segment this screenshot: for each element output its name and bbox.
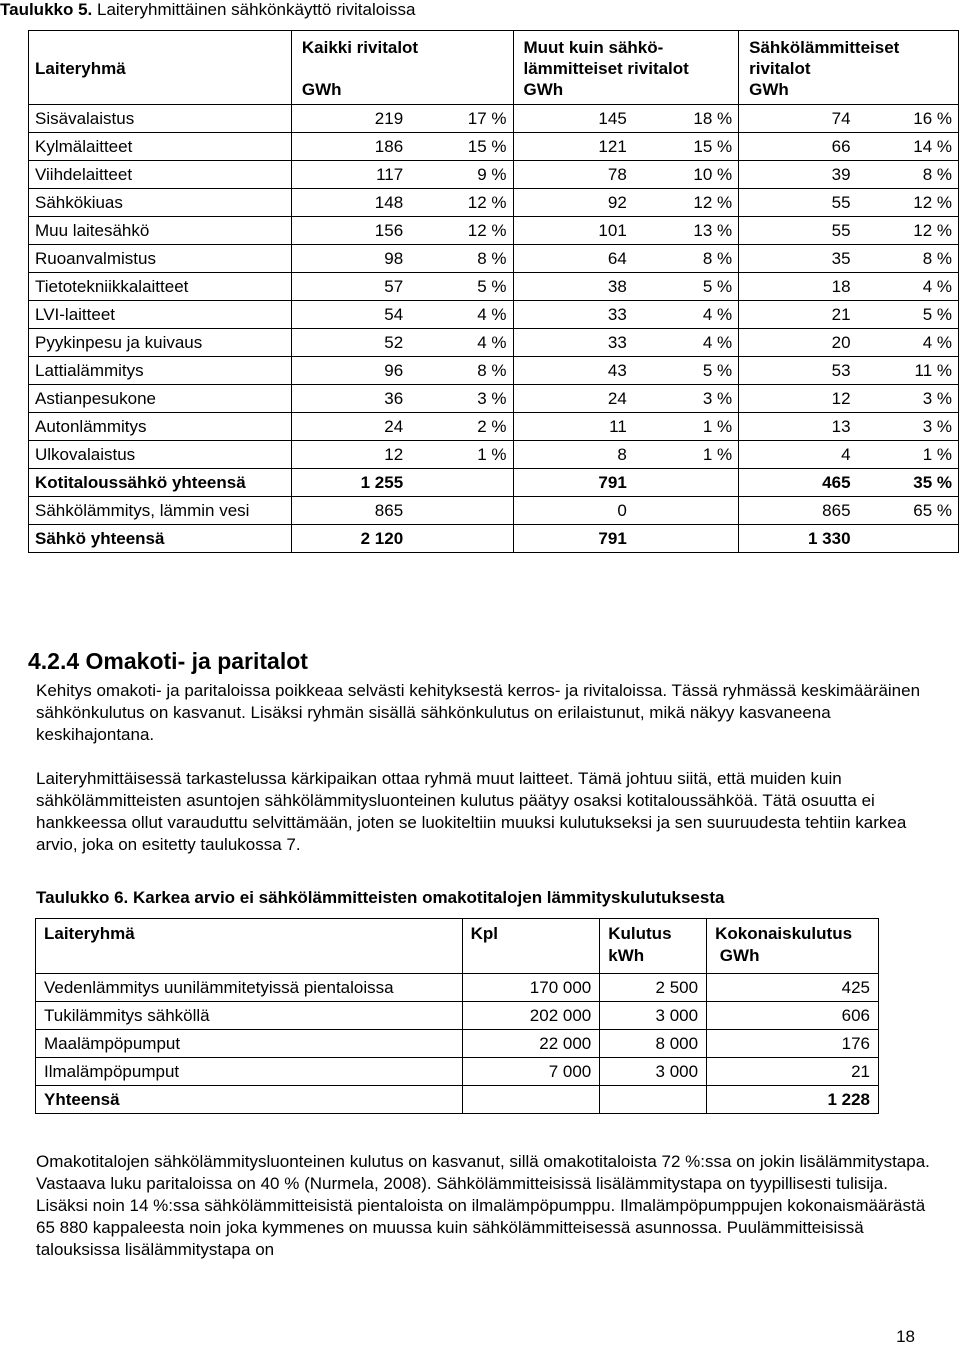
table5-header-row: [29, 31, 959, 105]
table5-row: [29, 301, 959, 329]
table5-cell-other: 8: [513, 441, 633, 469]
table5-cell-elec: 465: [739, 469, 857, 497]
table6-caption-label: Taulukko 6.: [36, 888, 129, 907]
table5-cell-name: Ulkovalaistus: [29, 441, 292, 469]
table5-row: [29, 357, 959, 385]
table5-cell-name: Astianpesukone: [29, 385, 292, 413]
table5-cell-all-pct: [409, 497, 513, 525]
table5-cell-elec-pct: 14 %: [857, 133, 959, 161]
table5-cell-all-pct: [409, 469, 513, 497]
table5-cell-other: 38: [513, 273, 633, 301]
table5-cell-elec: 12: [739, 385, 857, 413]
table5-cell-all-pct: 8 %: [409, 245, 513, 273]
table5-cell-elec-pct: 4 %: [857, 273, 959, 301]
table6-cell-gwh: 606: [707, 1002, 879, 1030]
table5-cell-all: 1 255: [291, 469, 409, 497]
table5-cell-elec-pct: 12 %: [857, 217, 959, 245]
table5-row: [29, 105, 959, 133]
table5-cell-other-pct: 5 %: [633, 357, 739, 385]
table5: [28, 30, 959, 553]
table5-cell-elec: 66: [739, 133, 857, 161]
table5-cell-other: 791: [513, 469, 633, 497]
table5-cell-all: 865: [291, 497, 409, 525]
table5-cell-all: 57: [291, 273, 409, 301]
table5-header-electric: [739, 31, 959, 105]
table6-caption-text: Karkea arvio ei sähkölämmitteisten omakotitalojen lämmityskulutuksesta: [128, 888, 725, 907]
section-paragraph-2: Laiteryhmittäisessä tarkastelussa kärkipaikan ottaa ryhmä muut laitteet. Tämä johtuu siitä, että muiden kuin sähkölämmitteisten asuntojen sähkölämmitysluonteinen kulutus päätyy osaksi kotitaloussähköä. Tätä osuutta ei hankkeessa ollut varauduttu selvittämään, joten se luokiteltiin muuksi kulutukseksi ja sen suuruudesta tehtiin karkea arvio, joka on esitetty taulukossa 7.: [36, 769, 907, 854]
table5-caption: [0, 0, 415, 20]
table6-header-total-unit: GWh: [715, 946, 760, 965]
table6-cell-count: 7 000: [462, 1058, 600, 1086]
table6-row: [36, 1086, 879, 1114]
table5-cell-other: 0: [513, 497, 633, 525]
table5-cell-all: 148: [291, 189, 409, 217]
table5-cell-all-pct: 4 %: [409, 329, 513, 357]
table5-cell-all-pct: 8 %: [409, 357, 513, 385]
table5-row: [29, 189, 959, 217]
table5-cell-other-pct: 1 %: [633, 413, 739, 441]
table6-header-count: [462, 919, 600, 974]
table6-row: [36, 1058, 879, 1086]
closing-paragraph: Omakotitalojen sähkölämmitysluonteinen kulutus on kasvanut, sillä omakotitaloista 72 %:ssa on jokin lisälämmitystapa. Vastaava luku paritaloissa on 40 % (Nurmela, 2008). Sähkölämmitteisissä lisälämmitystapa on tyypillisesti tulisija. Lisäksi noin 14 %:ssa sähkölämmitteisistä pientaloista on ilmalämpöpumppu. Ilmalämpöpumppujen kokonaismäärästä 65 880 kappaleesta noin joka kymmenes on muussa kuin sähkölämmitteisessä asunnossa. Puulämmitteisissä talouksissa lisälämmitystapa on: [36, 1152, 930, 1259]
table5-cell-other: 64: [513, 245, 633, 273]
table5-cell-other-pct: 3 %: [633, 385, 739, 413]
table5-cell-name: Sähkölämmitys, lämmin vesi: [29, 497, 292, 525]
table5-cell-name: Kotitaloussähkö yhteensä: [29, 469, 292, 497]
table6-header-group-label: Laiteryhmä: [44, 924, 135, 943]
table5-cell-name: Viihdelaitteet: [29, 161, 292, 189]
table5-cell-elec: 20: [739, 329, 857, 357]
table5-cell-elec-pct: 12 %: [857, 189, 959, 217]
table5-cell-elec-pct: 1 %: [857, 441, 959, 469]
table5-cell-other: 92: [513, 189, 633, 217]
table5-header-other: [513, 31, 739, 105]
table6-header-count-label: Kpl: [470, 924, 499, 943]
table5-cell-all-pct: 2 %: [409, 413, 513, 441]
table5-cell-all: 156: [291, 217, 409, 245]
table5-cell-name: Lattialämmitys: [29, 357, 292, 385]
table6-header-consumption: [600, 919, 707, 974]
table6-cell-name: Maalämpöpumput: [36, 1030, 463, 1058]
table5-cell-other: 121: [513, 133, 633, 161]
table5-cell-other-pct: 5 %: [633, 273, 739, 301]
table6: [35, 918, 879, 1114]
table5-row: [29, 329, 959, 357]
table5-row: [29, 525, 959, 553]
table5-cell-elec: 39: [739, 161, 857, 189]
table5-row: [29, 273, 959, 301]
table5-cell-name: Sisävalaistus: [29, 105, 292, 133]
table5-cell-all: 52: [291, 329, 409, 357]
table6-cell-count: 202 000: [462, 1002, 600, 1030]
table5-cell-elec-pct: 16 %: [857, 105, 959, 133]
table5-cell-other: 33: [513, 329, 633, 357]
table5-cell-all-pct: 12 %: [409, 217, 513, 245]
table5-cell-other-pct: 4 %: [633, 329, 739, 357]
table5-cell-elec-pct: 5 %: [857, 301, 959, 329]
table5-header-other-unit: GWh: [523, 80, 564, 99]
table5-cell-other: 24: [513, 385, 633, 413]
table5-cell-all: 36: [291, 385, 409, 413]
table5-cell-other-pct: 15 %: [633, 133, 739, 161]
table6-cell-gwh: 176: [707, 1030, 879, 1058]
table5-cell-other: 101: [513, 217, 633, 245]
table6-cell-count: 22 000: [462, 1030, 600, 1058]
section-heading: 4.2.4 Omakoti- ja paritalot: [28, 648, 308, 674]
table5-cell-other: 145: [513, 105, 633, 133]
table5-cell-other-pct: 1 %: [633, 441, 739, 469]
table5-header-group: [29, 31, 292, 105]
table5-cell-elec: 21: [739, 301, 857, 329]
table5-cell-name: Pyykinpesu ja kuivaus: [29, 329, 292, 357]
table5-cell-name: Sähkö yhteensä: [29, 525, 292, 553]
table5-header-other-label1: Muut kuin sähkö-: [523, 38, 664, 57]
table5-cell-all: 117: [291, 161, 409, 189]
table6-caption: [36, 888, 724, 908]
table6-cell-kwh: 3 000: [600, 1002, 707, 1030]
table6-header-consumption-unit: kWh: [608, 946, 645, 965]
table5-row: [29, 161, 959, 189]
table5-caption-text: Laiteryhmittäinen sähkönkäyttö rivitaloissa: [92, 0, 416, 19]
page-number: 18: [896, 1327, 915, 1346]
table5-cell-all: 186: [291, 133, 409, 161]
table5-row: [29, 385, 959, 413]
table5-cell-all-pct: 9 %: [409, 161, 513, 189]
table5-cell-other-pct: 4 %: [633, 301, 739, 329]
table5-cell-other: 11: [513, 413, 633, 441]
table5-cell-all-pct: 1 %: [409, 441, 513, 469]
table5-cell-other-pct: [633, 497, 739, 525]
table6-cell-name: Yhteensä: [36, 1086, 463, 1114]
table5-cell-name: Autonlämmitys: [29, 413, 292, 441]
table6-header-consumption-label: Kulutus: [608, 924, 672, 943]
table6-cell-kwh: 3 000: [600, 1058, 707, 1086]
table5-cell-name: Kylmälaitteet: [29, 133, 292, 161]
table5-cell-name: Sähkökiuas: [29, 189, 292, 217]
table5-cell-other: 78: [513, 161, 633, 189]
table5-cell-all-pct: [409, 525, 513, 553]
table5-cell-other-pct: [633, 469, 739, 497]
table5-cell-other-pct: 8 %: [633, 245, 739, 273]
table5-caption-label: Taulukko 5.: [0, 0, 93, 19]
table5-row: [29, 497, 959, 525]
table5-cell-elec-pct: 8 %: [857, 161, 959, 189]
table5-header-all: [291, 31, 513, 105]
table5-header-other-label2: lämmitteiset rivitalot: [523, 59, 689, 78]
table5-cell-all: 2 120: [291, 525, 409, 553]
table5-header-electric-label1: Sähkölämmitteiset: [749, 38, 900, 57]
table5-cell-name: Muu laitesähkö: [29, 217, 292, 245]
table6-cell-kwh: 2 500: [600, 974, 707, 1002]
table5-cell-other: 33: [513, 301, 633, 329]
table6-cell-count: 170 000: [462, 974, 600, 1002]
table5-cell-elec: 55: [739, 189, 857, 217]
section-paragraph-1: Kehitys omakoti- ja paritaloissa poikkeaa selvästi kehityksestä kerros- ja rivitaloissa. Tässä ryhmässä keskimääräinen sähkönkulutus on kasvanut. Lisäksi ryhmän sisällä sähkönkulutus on erilaistunut, mikä näkyy kasvaneena keskihajontana.: [36, 681, 921, 744]
table5-cell-name: LVI-laitteet: [29, 301, 292, 329]
table6-cell-name: Tukilämmitys sähköllä: [36, 1002, 463, 1030]
table5-cell-all: 96: [291, 357, 409, 385]
table5-row: [29, 133, 959, 161]
table5-cell-elec: 74: [739, 105, 857, 133]
table5-cell-all: 12: [291, 441, 409, 469]
table6-cell-count: [462, 1086, 600, 1114]
table5-row: [29, 217, 959, 245]
table5-cell-elec-pct: 35 %: [857, 469, 959, 497]
table5-cell-elec-pct: 3 %: [857, 413, 959, 441]
table5-cell-other: 791: [513, 525, 633, 553]
table6-row: [36, 1002, 879, 1030]
table5-cell-other-pct: 10 %: [633, 161, 739, 189]
table5-cell-elec-pct: 65 %: [857, 497, 959, 525]
table5-cell-elec-pct: 3 %: [857, 385, 959, 413]
table6-cell-name: Ilmalämpöpumput: [36, 1058, 463, 1086]
table5-cell-all: 219: [291, 105, 409, 133]
table5-header-electric-label2: rivitalot: [749, 59, 811, 78]
table5-row: [29, 441, 959, 469]
table5-cell-elec: 35: [739, 245, 857, 273]
table5-cell-elec: 865: [739, 497, 857, 525]
table6-header-total-label: Kokonaiskulutus: [715, 924, 853, 943]
table5-cell-all-pct: 15 %: [409, 133, 513, 161]
table5-cell-all: 54: [291, 301, 409, 329]
table5-row: [29, 413, 959, 441]
table6-header-total: [707, 919, 879, 974]
table6-cell-gwh: 425: [707, 974, 879, 1002]
table5-cell-other: 43: [513, 357, 633, 385]
table6-header-group: [36, 919, 463, 974]
table6-cell-name: Vedenlämmitys uunilämmitetyissä pientaloissa: [36, 974, 463, 1002]
table6-cell-kwh: [600, 1086, 707, 1114]
table6-cell-gwh: 21: [707, 1058, 879, 1086]
table5-cell-elec-pct: 4 %: [857, 329, 959, 357]
table5-cell-elec: 55: [739, 217, 857, 245]
table5-cell-elec-pct: [857, 525, 959, 553]
table5-cell-other-pct: 18 %: [633, 105, 739, 133]
table5-header-all-label: Kaikki rivitalot: [301, 38, 419, 57]
table5-cell-elec: 53: [739, 357, 857, 385]
table5-row: [29, 469, 959, 497]
table5-cell-elec: 1 330: [739, 525, 857, 553]
table6-row: [36, 974, 879, 1002]
table5-cell-all-pct: 4 %: [409, 301, 513, 329]
table5-cell-all-pct: 3 %: [409, 385, 513, 413]
table5-cell-all: 98: [291, 245, 409, 273]
table5-cell-all-pct: 17 %: [409, 105, 513, 133]
table5-cell-all-pct: 5 %: [409, 273, 513, 301]
table5-cell-other-pct: 13 %: [633, 217, 739, 245]
table6-cell-kwh: 8 000: [600, 1030, 707, 1058]
table6-row: [36, 1030, 879, 1058]
table5-cell-elec: 13: [739, 413, 857, 441]
table5-row: [29, 245, 959, 273]
table5-cell-elec-pct: 11 %: [857, 357, 959, 385]
table5-cell-elec: 18: [739, 273, 857, 301]
table5-cell-all: 24: [291, 413, 409, 441]
table5-header-all-unit: GWh: [301, 80, 342, 99]
table5-cell-elec: 4: [739, 441, 857, 469]
table6-cell-gwh: 1 228: [707, 1086, 879, 1114]
table5-cell-name: Tietotekniikkalaitteet: [29, 273, 292, 301]
table5-cell-other-pct: [633, 525, 739, 553]
table5-header-electric-unit: GWh: [749, 80, 789, 99]
table5-cell-name: Ruoanvalmistus: [29, 245, 292, 273]
table5-cell-other-pct: 12 %: [633, 189, 739, 217]
table6-header-row: [36, 919, 879, 974]
table5-cell-all-pct: 12 %: [409, 189, 513, 217]
table5-cell-elec-pct: 8 %: [857, 245, 959, 273]
table5-header-group-label: Laiteryhmä: [35, 59, 126, 78]
